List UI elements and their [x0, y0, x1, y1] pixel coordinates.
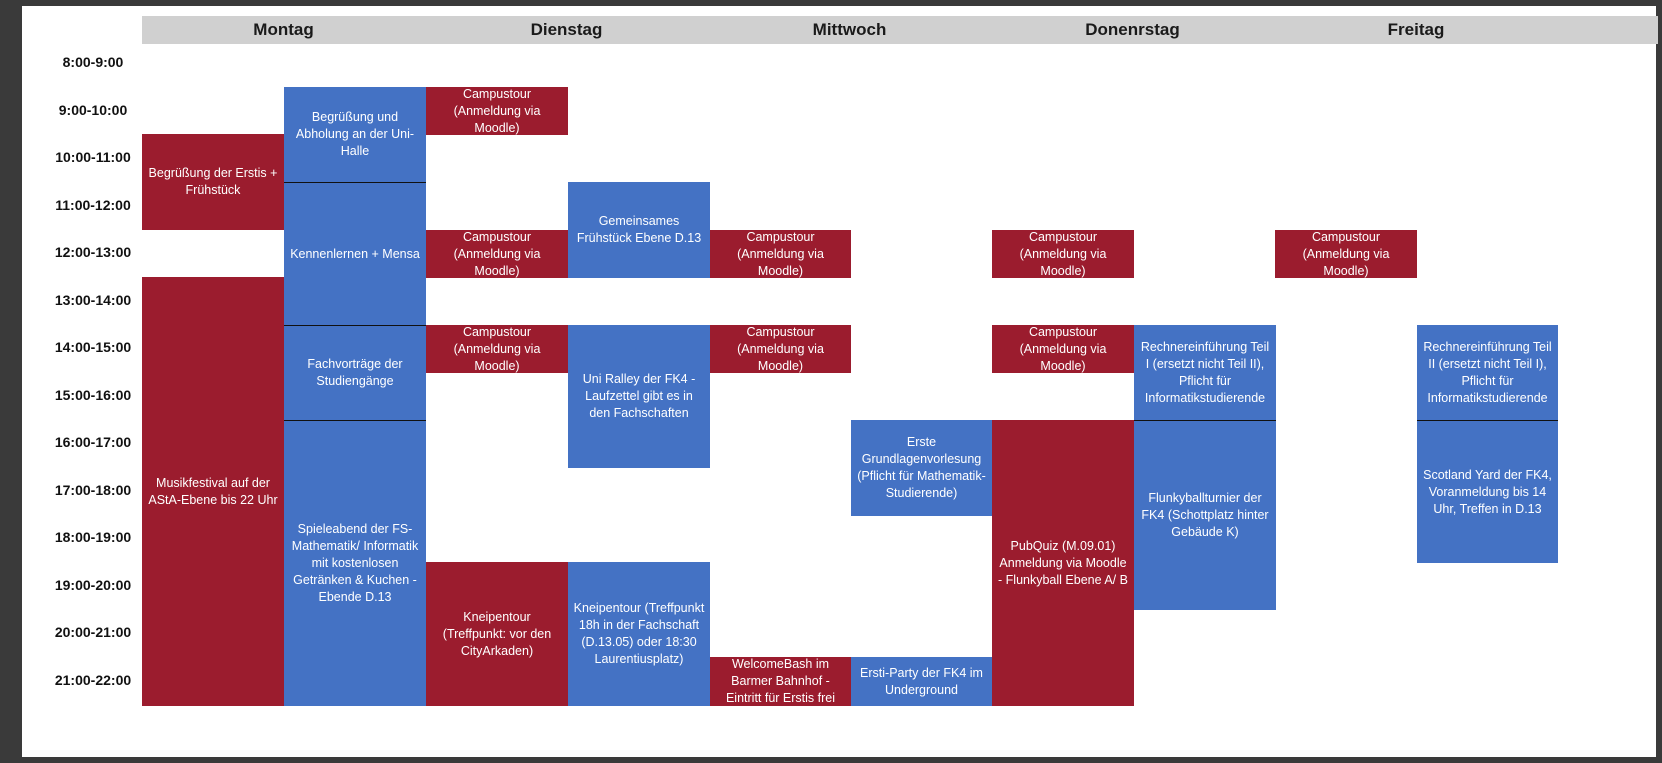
event-kneipentour-cityarkaden: Kneipentour (Treffpunkt: vor den CityArkaden) [426, 562, 568, 706]
event-campustour: Campustour (Anmeldung via Moodle) [426, 87, 568, 135]
event-musikfestival: Musikfestival auf der AStA-Ebene bis 22 Uhr [142, 277, 284, 706]
day-header-mittwoch: Mittwoch [812, 20, 887, 39]
event-flunkyballturnier: Flunkyballturnier der FK4 (Schottplatz hinter Gebäude K) [1134, 420, 1276, 610]
event-kneipentour-fachschaft: Kneipentour (Treffpunkt 18h in der Fachschaft (D.13.05) oder 18:30 Laurentiusplatz) [568, 562, 710, 706]
event-campustour: Campustour (Anmeldung via Moodle) [1275, 230, 1417, 278]
schedule-sheet [22, 6, 1656, 757]
event-campustour: Campustour (Anmeldung via Moodle) [992, 325, 1134, 373]
event-campustour: Campustour (Anmeldung via Moodle) [426, 230, 568, 278]
event-kennenlernen-mensa: Kennenlernen + Mensa [284, 182, 426, 325]
time-label: 8:00-9:00 [62, 54, 124, 70]
time-label: 12:00-13:00 [54, 244, 132, 260]
event-campustour: Campustour (Anmeldung via Moodle) [992, 230, 1134, 278]
event-campustour: Campustour (Anmeldung via Moodle) [710, 230, 851, 278]
event-begruessung-erstis: Begrüßung der Erstis + Frühstück [142, 134, 284, 230]
time-label: 19:00-20:00 [54, 577, 132, 593]
time-label: 15:00-16:00 [54, 387, 132, 403]
event-campustour: Campustour (Anmeldung via Moodle) [426, 325, 568, 373]
event-rechnereinfuehrung-teil-2: Rechnereinführung Teil II (ersetzt nicht Teil I), Pflicht für Informatikstudierende [1417, 325, 1558, 420]
event-campustour: Campustour (Anmeldung via Moodle) [710, 325, 851, 373]
event-fachvortraege: Fachvorträge der Studiengänge [284, 325, 426, 420]
event-gemeinsames-fruehstueck: Gemeinsames Frühstück Ebene D.13 [568, 182, 710, 278]
time-label: 9:00-10:00 [58, 102, 128, 118]
time-label: 11:00-12:00 [55, 197, 131, 213]
time-label: 10:00-11:00 [55, 149, 131, 165]
day-header-montag: Montag [253, 20, 314, 39]
event-pubquiz: PubQuiz (M.09.01) Anmeldung via Moodle - Flunkyball Ebene A/ B [992, 420, 1134, 706]
time-label: 14:00-15:00 [54, 339, 132, 355]
event-scotland-yard: Scotland Yard der FK4, Voranmeldung bis 14 Uhr, Treffen in D.13 [1417, 420, 1558, 563]
day-header-dienstag: Dienstag [530, 20, 603, 39]
time-label: 20:00-21:00 [54, 624, 132, 640]
time-label: 17:00-18:00 [54, 482, 132, 498]
time-label: 16:00-17:00 [54, 434, 132, 450]
event-welcomebash: WelcomeBash im Barmer Bahnhof - Eintritt für Erstis frei [710, 657, 851, 706]
event-grundlagenvorlesung: Erste Grundlagenvorlesung (Pflicht für Mathematik-Studierende) [851, 420, 992, 516]
event-begruessung-abholung: Begrüßung und Abholung an der Uni-Halle [284, 87, 426, 182]
event-uni-ralley: Uni Ralley der FK4 - Laufzettel gibt es in den Fachschaften [568, 325, 710, 468]
event-rechnereinfuehrung-teil-1: Rechnereinführung Teil I (ersetzt nicht Teil II), Pflicht für Informatikstudierende [1134, 325, 1276, 420]
time-label: 13:00-14:00 [54, 292, 132, 308]
day-header-freitag: Freitag [1387, 20, 1445, 39]
time-label: 21:00-22:00 [54, 672, 132, 688]
event-spieleabend: Spieleabend der FS-Mathematik/ Informatik mit kostenlosen Getränken & Kuchen - Ebende D.13 [284, 420, 426, 706]
day-header-donnerstag: Donenrstag [1085, 20, 1180, 39]
event-ersti-party: Ersti-Party der FK4 im Underground [851, 657, 992, 706]
time-label: 18:00-19:00 [54, 529, 132, 545]
